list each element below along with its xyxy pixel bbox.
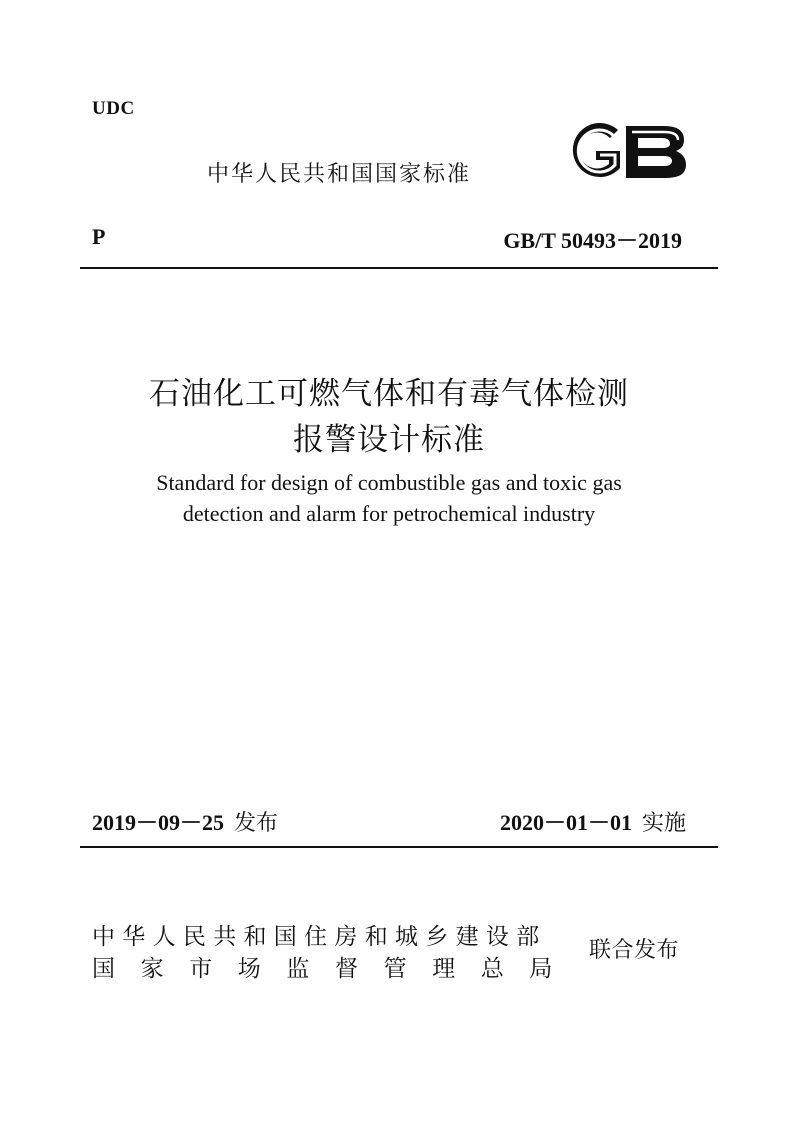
udc-label: UDC	[92, 98, 135, 119]
implement-date: 2020－01－01	[499, 810, 632, 835]
bottom-divider	[80, 846, 718, 848]
classification-code: P	[92, 224, 106, 249]
top-divider	[80, 267, 718, 269]
title-cn-line2: 报警设计标准	[293, 422, 485, 458]
issue-label: 发布	[234, 811, 279, 836]
standard-number: GB/T 50493－2019	[503, 228, 682, 253]
issue-date: 2019－09－25	[92, 810, 225, 835]
national-standard-label: 中华人民共和国国家标准	[207, 162, 472, 187]
gb-logo-icon	[560, 120, 690, 184]
implement-label: 实施	[641, 811, 686, 836]
issue-date-block	[92, 806, 278, 837]
implement-date-block	[500, 806, 686, 837]
issuer-line1: 中华人民共和国住房和城乡建设部	[92, 924, 547, 950]
title-cn-line1: 石油化工可燃气体和有毒气体检测	[149, 376, 629, 412]
title-en-line1: Standard for design of combustible gas and toxic gas	[156, 470, 622, 495]
title-en-line2: detection and alarm for petrochemical industry	[182, 501, 596, 526]
joint-publish-label: 联合发布	[589, 938, 680, 963]
issuer-line2: 国家市场监督管理总局	[92, 956, 578, 982]
